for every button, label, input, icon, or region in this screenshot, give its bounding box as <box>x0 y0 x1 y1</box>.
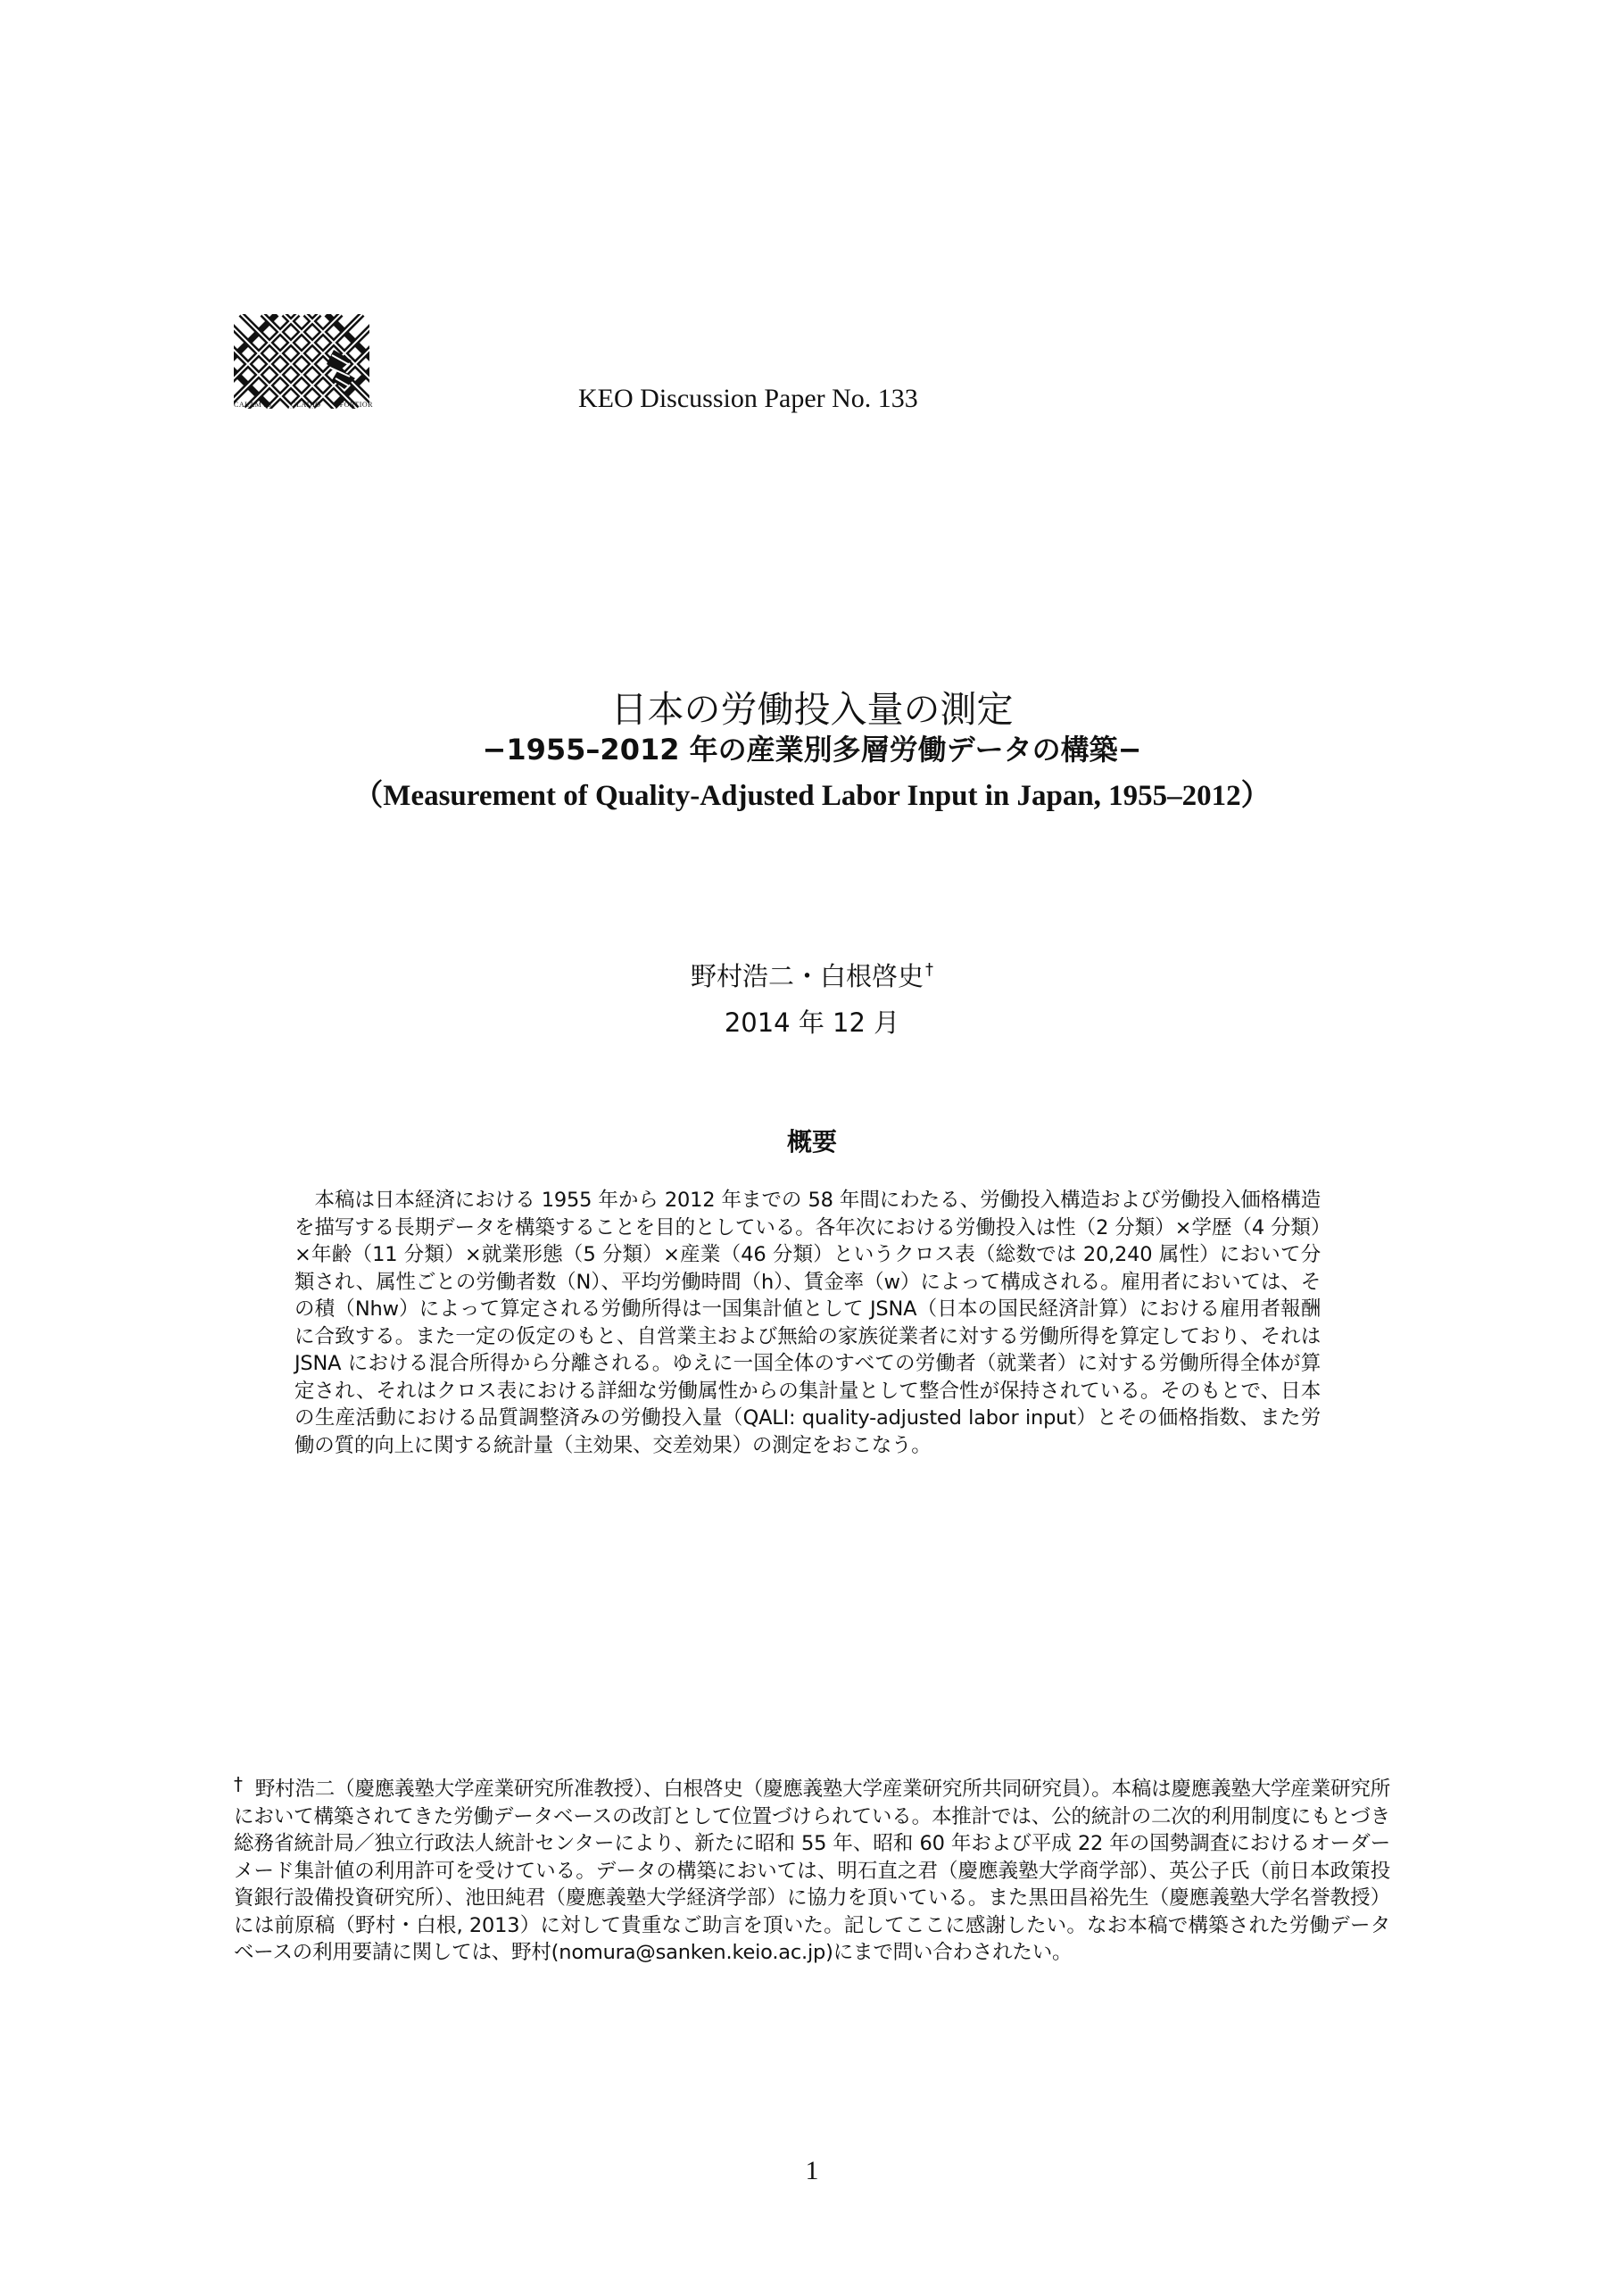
author-footnote-mark: † <box>925 960 933 979</box>
footnote-text: 野村浩二（慶應義塾大学産業研究所准教授）、白根啓史（慶應義塾大学産業研究所共同研究員）。本稿は慶應義塾大学産業研究所において構築されてきた労働データベースの改訂として位置づけられている。本推計では、公的統計の二次的利用制度にもとづき総務省統計局／独立行政法人統計センターにより、新たに昭和 55 年、昭和 60 年および平成 22 年の国勢調査におけるオーダーメード集計値の利用許可を受けている。データの構築においては、明石直之君（慶應義塾大学商学部）、英公子氏（前日本政策投資銀行設備投資研究所）、池田純君（慶應義塾大学経済学部）に協力を頂いている。また黒田昌裕先生（慶應義塾大学名誉教授）には前原稿（野村・白根, 2013）に対して貴重なご助言を頂いた。記してここに感謝したい。なお本稿で構築された労働データベースの利用要請に関しては、野村(nomura@sanken.keio.ac.jp)にまで問い合わされたい。 <box>234 1778 1390 1964</box>
abstract-heading: 概要 <box>786 1127 837 1156</box>
paper-title: 日本の労働投入量の測定 <box>610 688 1014 731</box>
page-number: 1 <box>805 2156 819 2185</box>
abstract-body: 本稿は日本経済における 1955 年から 2012 年までの 58 年間にわたる、労働投入構造および労働投入価格構造を描写する長期データを構築することを目的としている。各年次における労働投入は性（2 分類）×学歴（4 分類）×年齢（11 分類）×就業形態（5 分類）×産業（46 分類）というクロス表（総数では 20,240 属性）において分類され、属性ごとの労働者数（N）、平均労働時間（h）、賃金率（w）によって構成される。雇用者においては、その積（Nhw）によって算定される労働所得は一国集計値として JSNA（日本の国民経済計算）における雇用者報酬に合致する。また一定の仮定のもと、自営業主および無給の家族従業者に対する労働所得を算定しており、それは JSNA における混合所得から分離される。ゆえに一国全体のすべての労働者（就業者）に対する労働所得全体が算定され、それはクロス表における詳細な労働属性からの集計量として整合性が保持されている。そのもとで、日本の生産活動における品質調整済みの労働投入量（QALI: quality-adjusted labor input）とその価格指数、また労働の質的向上に関する統計量（主効果、交差効果）の測定をおこなう。 <box>294 1189 1321 1457</box>
authors: 野村浩二・白根啓史 <box>690 961 924 991</box>
paper-subtitle: −1955–2012 年の産業別多層労働データの構築− <box>482 733 1142 767</box>
author-line <box>0 957 1624 993</box>
institute-logo <box>234 314 369 409</box>
footnote <box>234 1770 1390 1967</box>
series-label: KEO Discussion Paper No. 133 <box>578 384 918 413</box>
footnote-mark: † <box>234 1773 243 1795</box>
logo-motto-word: FORTIOR <box>339 401 373 409</box>
logo-motto-word: CALAMVS <box>234 401 272 409</box>
paper-title-english: （Measurement of Quality-Adjusted Labor Input in Japan, 1955–2012） <box>353 780 1271 812</box>
lattice-emblem-icon <box>234 314 369 409</box>
logo-motto-word: GLADIO <box>290 401 321 409</box>
publication-date: 2014 年 12 月 <box>724 1007 900 1038</box>
logo-motto <box>234 401 373 409</box>
